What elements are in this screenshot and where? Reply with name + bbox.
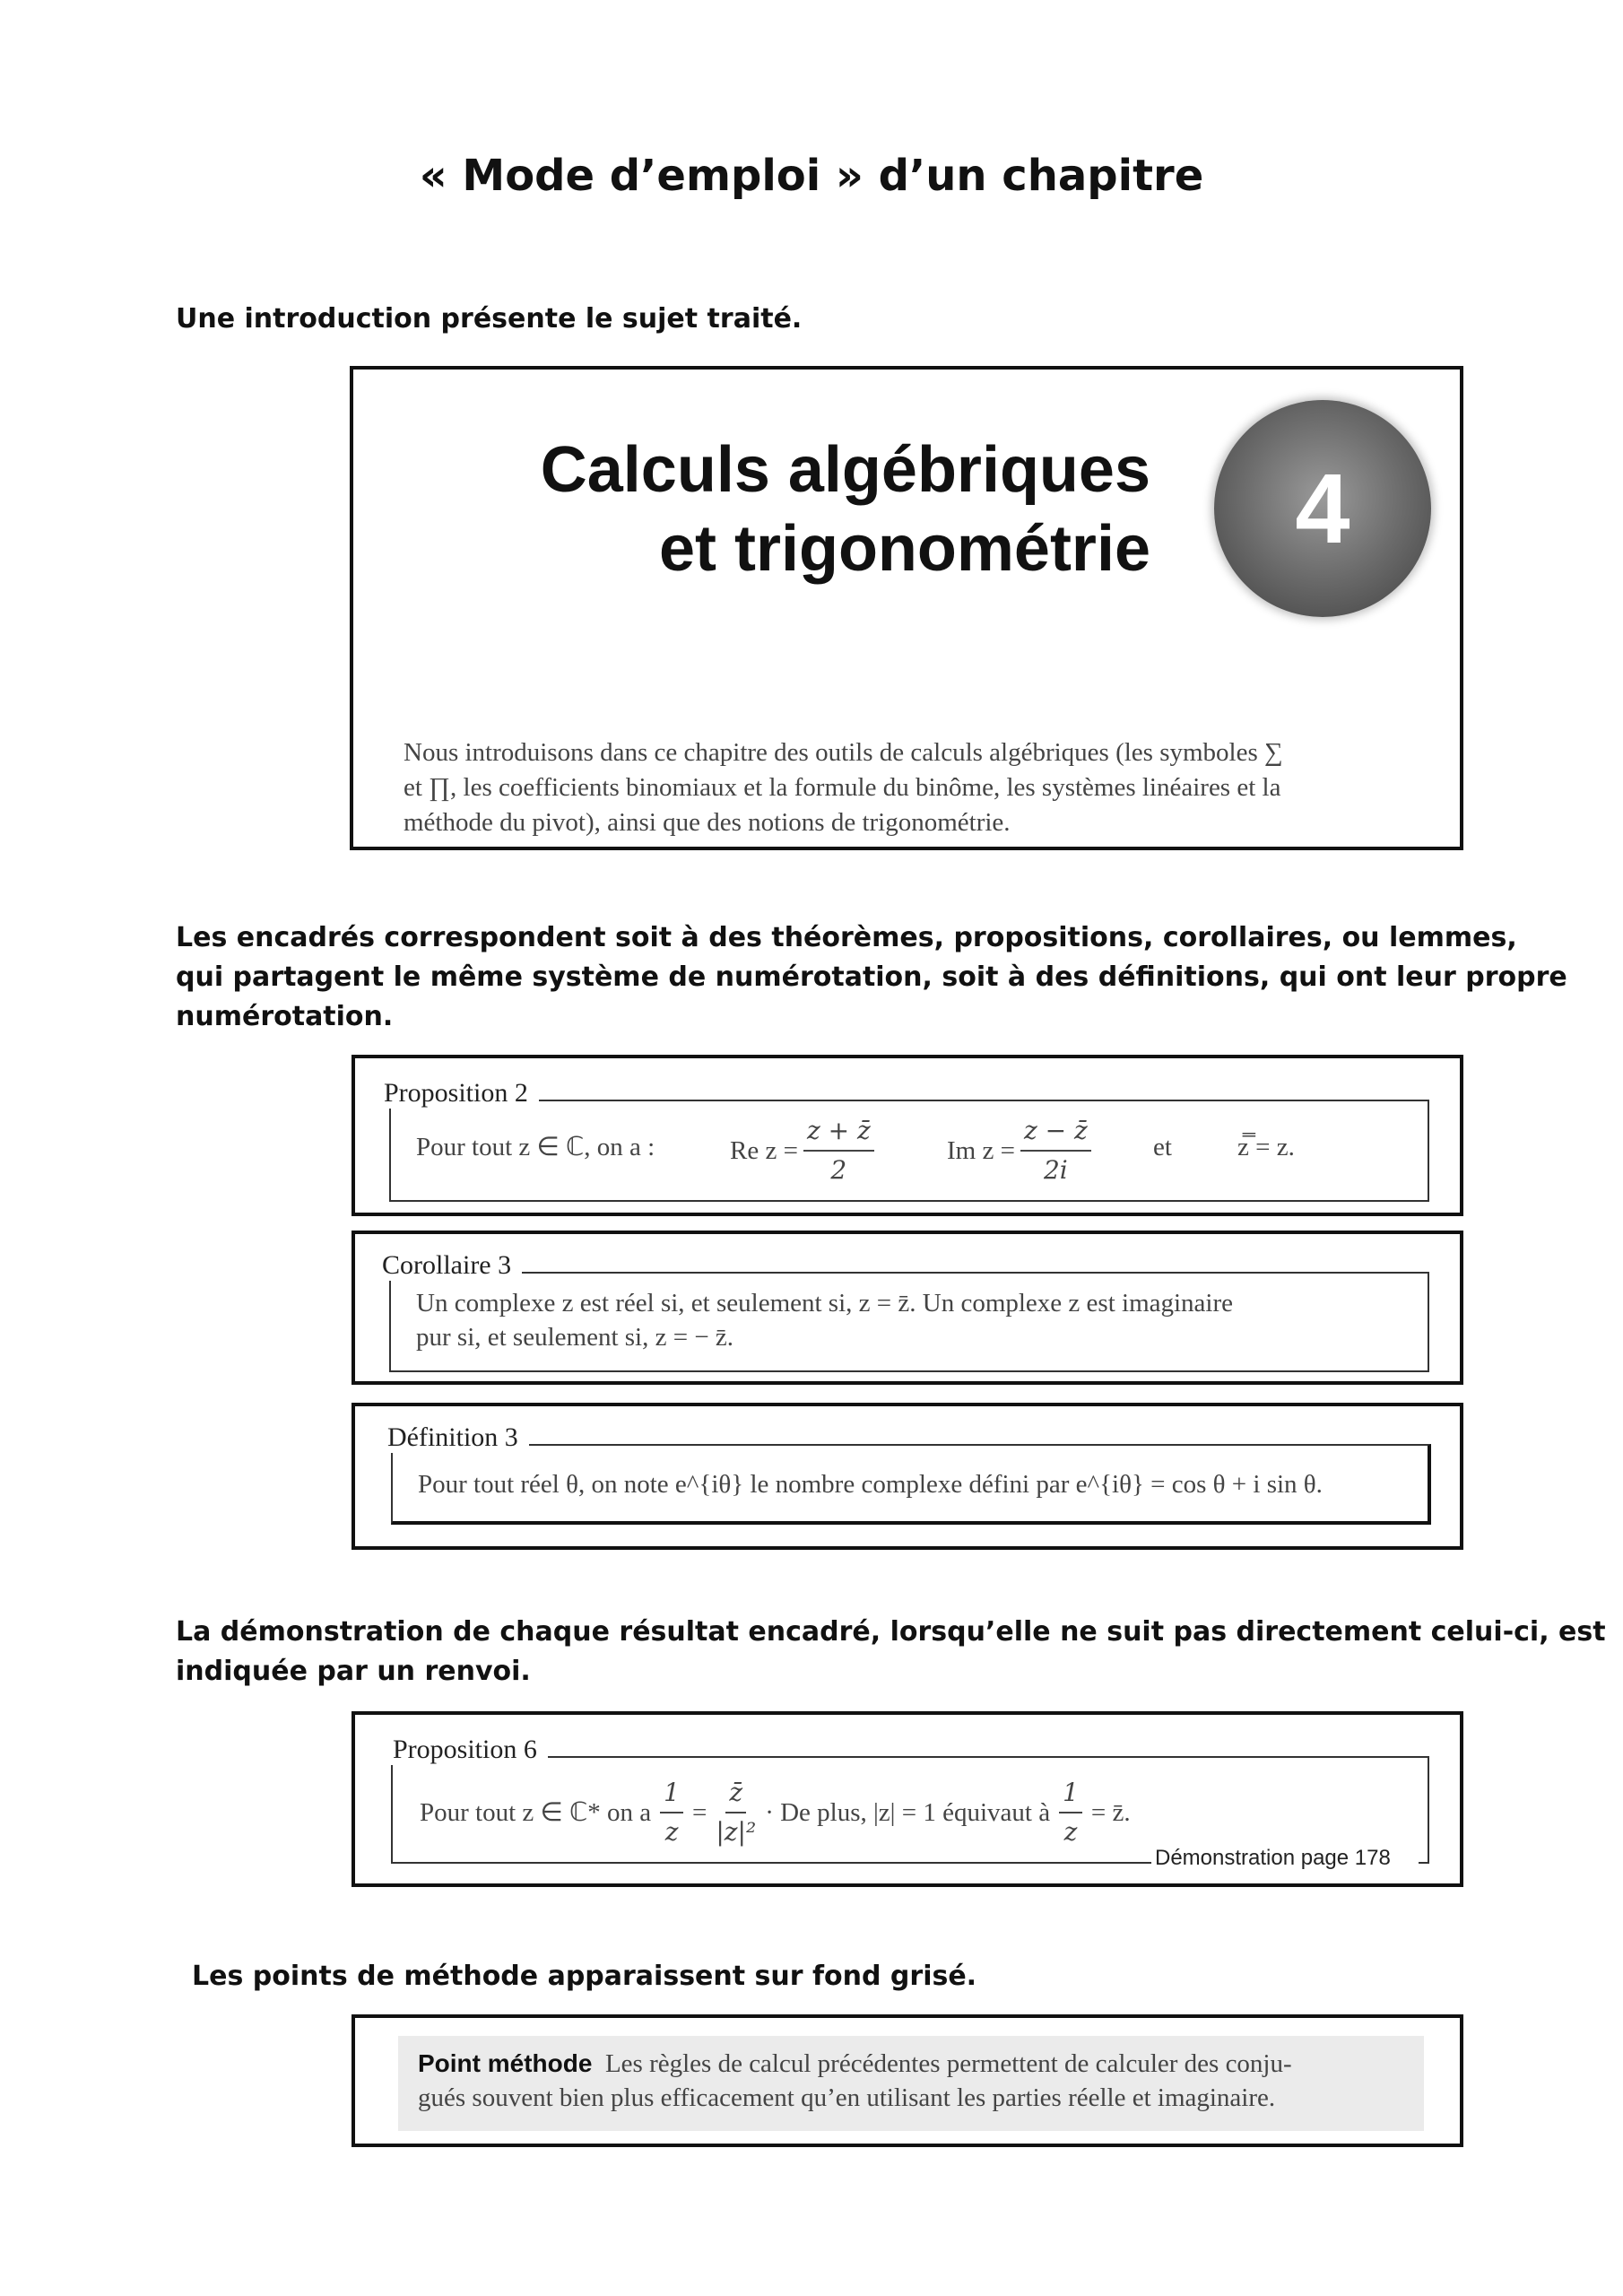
- demonstration-reference[interactable]: Démonstration page 178: [1155, 1846, 1391, 1870]
- caption-method: Les points de méthode apparaissent sur fond grisé.: [192, 1961, 977, 1992]
- fraction-one-over-z-2: [1059, 1776, 1082, 1849]
- im-fraction: [1020, 1114, 1091, 1187]
- caption-demonstration-line-2: indiquée par un renvoi.: [176, 1656, 531, 1687]
- fraction-one-over-z: [660, 1776, 683, 1849]
- definition-3-frame: [352, 1403, 1463, 1550]
- method-text: [418, 2047, 1411, 2115]
- chapter-intro-line-3: méthode du pivot), ainsi que des notions de trigonométrie.: [404, 808, 1011, 837]
- chapter-intro: [404, 735, 1417, 840]
- re-denominator: 2: [830, 1155, 847, 1185]
- corollaire-3-label: Corollaire 3: [380, 1250, 522, 1281]
- proposition-6-frame: [352, 1711, 1463, 1887]
- caption-boxes-line-3: numérotation.: [176, 1001, 394, 1032]
- re-numerator: z + z̄: [803, 1114, 874, 1152]
- proposition-6-bottom-rule: [391, 1862, 1151, 1864]
- re-fraction: [803, 1114, 874, 1187]
- page-title: « Mode d’emploi » d’un chapitre: [419, 151, 1204, 201]
- fraction-3-numerator: 1: [1059, 1776, 1082, 1813]
- chapter-title-line-2: et trigonométrie: [658, 513, 1150, 585]
- proposition-6-label: Proposition 6: [391, 1735, 548, 1765]
- method-frame: [352, 2014, 1463, 2147]
- proposition-6-mid: · De plus, |z| = 1 équivaut à: [765, 1798, 1051, 1827]
- chapter-intro-line-1: Nous introduisons dans ce chapitre des outils de calculs algébriques (les symboles ∑: [404, 738, 1283, 767]
- proposition-2-lead: Pour tout z ∈ ℂ, on a :: [416, 1133, 655, 1161]
- fraction-2-denominator: |z|²: [716, 1817, 757, 1847]
- proposition-6-equals: =: [691, 1798, 707, 1827]
- method-line-1: Les règles de calcul précédentes permettent de calculer des conju-: [604, 2049, 1292, 2078]
- proposition-2-re: [730, 1114, 874, 1187]
- im-lhs: Im z =: [947, 1136, 1015, 1165]
- caption-demonstration-line-1: La démonstration de chaque résultat encadré, lorsqu’elle ne suit pas directement celui-ci, est: [176, 1616, 1606, 1648]
- proposition-2-im: [947, 1114, 1091, 1187]
- corollaire-3-frame: [352, 1231, 1463, 1385]
- proposition-2-and: et: [1153, 1133, 1172, 1161]
- method-line-2: gués souvent bien plus efficacement qu’en utilisant les parties réelle et imaginaire.: [418, 2083, 1276, 2112]
- chapter-intro-line-2: et ∏, les coefficients binomiaux et la formule du binôme, les systèmes linéaires et la: [404, 773, 1281, 802]
- definition-3-label: Définition 3: [386, 1422, 529, 1453]
- im-numerator: z − z̄: [1020, 1114, 1091, 1152]
- proposition-2-frame: [352, 1055, 1463, 1216]
- fraction-zbar-over-modulus: [716, 1776, 756, 1849]
- corollaire-3-line-2: pur si, et seulement si, z = − z̄.: [416, 1323, 734, 1352]
- chapter-opener-frame: [350, 366, 1463, 850]
- chapter-title-line-1: Calculs algébriques: [540, 434, 1150, 506]
- chapter-number-badge: 4: [1214, 400, 1431, 617]
- corollaire-3-line-1: Un complexe z est réel si, et seulement si, z = z̄. Un complexe z est imaginaire: [416, 1289, 1234, 1318]
- corollaire-3-text: [416, 1286, 1411, 1354]
- proposition-6-bottom-rule-end: [1419, 1862, 1429, 1864]
- fraction-1-numerator: 1: [660, 1776, 683, 1813]
- caption-demonstration: [176, 1613, 1606, 1692]
- proposition-2-conj-formula: z̿ = z.: [1237, 1133, 1295, 1161]
- proposition-6-end: = z̄.: [1090, 1798, 1131, 1827]
- proposition-6-statement: [420, 1776, 1131, 1849]
- fraction-3-denominator: z: [1063, 1817, 1078, 1847]
- proposition-2-label: Proposition 2: [382, 1078, 539, 1109]
- caption-boxes-line-1: Les encadrés correspondent soit à des théorèmes, propositions, corollaires, ou lemmes,: [176, 922, 1517, 953]
- proposition-6-lead: Pour tout z ∈ ℂ* on a: [420, 1798, 652, 1827]
- caption-intro: Une introduction présente le sujet traité.: [176, 303, 803, 335]
- caption-boxes-line-2: qui partagent le même système de numérotation, soit à des définitions, qui ont leur propre: [176, 961, 1567, 993]
- re-lhs: Re z =: [730, 1136, 798, 1165]
- chapter-title: [541, 430, 1150, 588]
- fraction-1-denominator: z: [664, 1817, 679, 1847]
- caption-boxes: [176, 918, 1567, 1037]
- fraction-2-numerator: z̄: [725, 1776, 746, 1813]
- definition-3-text: Pour tout réel θ, on note e^{iθ} le nombre complexe défini par e^{iθ} = cos θ + i sin θ.: [418, 1470, 1323, 1499]
- method-label: Point méthode: [418, 2049, 593, 2077]
- im-denominator: 2i: [1043, 1155, 1068, 1185]
